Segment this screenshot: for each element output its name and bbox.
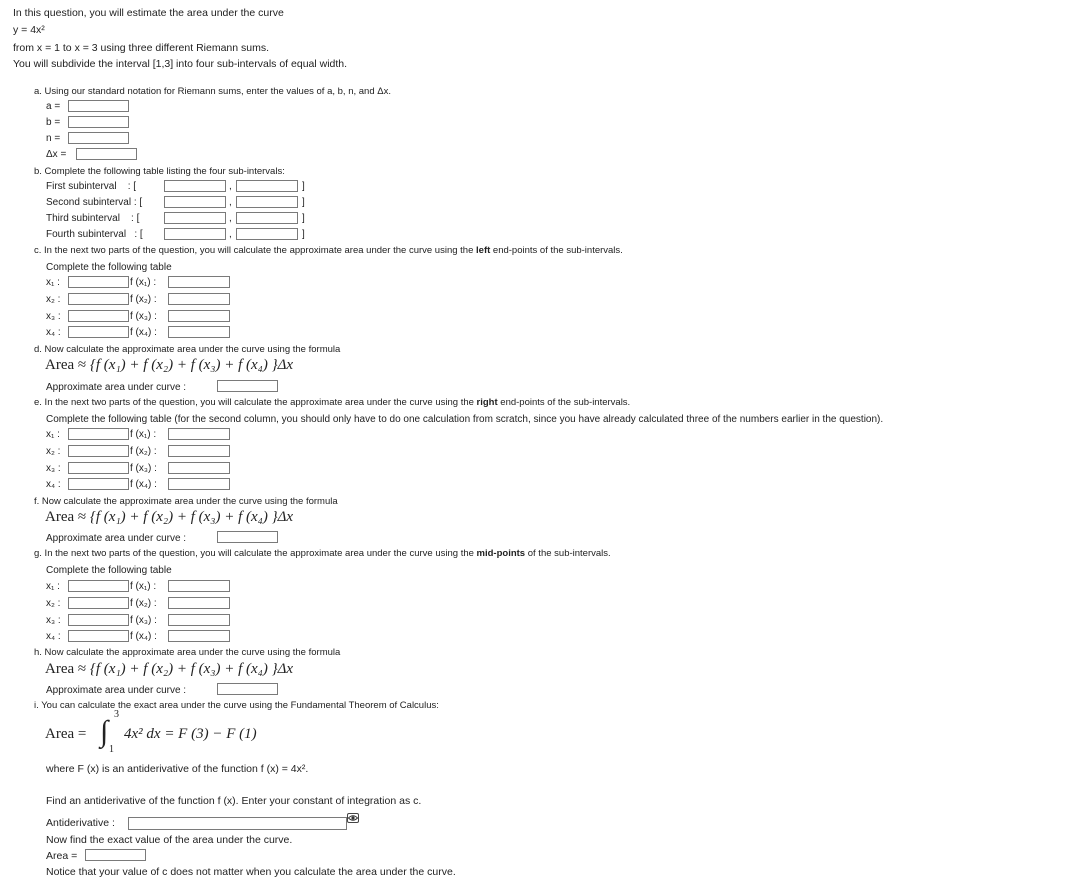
riemann-formula: Area ≈ {f (x₁) + f (x₂) + f (x₃) + f (x₄) }Δx: [45, 661, 294, 677]
fx1-label: f (x₁) :: [130, 429, 157, 440]
x2-label: x₂ :: [46, 446, 61, 457]
riemann-formula: Area ≈ {f (x₁) + f (x₂) + f (x₃) + f (x₄) }Δx: [45, 357, 294, 373]
exact-area-input[interactable]: [85, 849, 146, 861]
x2-label: x₂ :: [46, 294, 61, 305]
left-fx4-input[interactable]: [168, 326, 230, 338]
antiderivative-input[interactable]: [128, 817, 347, 830]
subinterval-4-start[interactable]: [164, 228, 226, 240]
left-x3-input[interactable]: [68, 310, 129, 322]
label-b: b =: [46, 117, 61, 128]
fx3-label: f (x₃) :: [130, 615, 157, 626]
fx4-label: f (x₄) :: [130, 479, 157, 490]
riemann-formula: Area ≈ {f (x₁) + f (x₂) + f (x₃) + f (x₄) }Δx: [45, 509, 294, 525]
mid-x3-input[interactable]: [68, 614, 129, 626]
right-x2-input[interactable]: [68, 445, 129, 457]
part-g-prompt: g. In the next two parts of the question, you will calculate the approximate area under the curve using the mid-points of the sub-intervals.: [34, 548, 611, 559]
x1-label: x₁ :: [46, 277, 60, 288]
subinterval-3-start[interactable]: [164, 212, 226, 224]
right-fx3-input[interactable]: [168, 462, 230, 474]
part-h-prompt: h. Now calculate the approximate area under the curve using the formula: [34, 647, 341, 658]
intro-line-3: from x = 1 to x = 3 using three different Riemann sums.: [13, 42, 270, 54]
part-i-prompt: i. You can calculate the exact area under the curve using the Fundamental Theorem of Calculus:: [34, 700, 439, 711]
fx1-label: f (x₁) :: [130, 581, 157, 592]
subinterval-1-label: First subinterval : [: [46, 181, 137, 192]
integral-expression: 4x² dx = F (3) − F (1): [124, 726, 257, 742]
x3-label: x₃ :: [46, 463, 61, 474]
comma: ,: [229, 197, 232, 208]
subinterval-3-end[interactable]: [236, 212, 298, 224]
part-f-prompt: f. Now calculate the approximate area under the curve using the formula: [34, 496, 338, 507]
comma: ,: [229, 213, 232, 224]
right-area-input[interactable]: [217, 531, 278, 543]
subinterval-4-end[interactable]: [236, 228, 298, 240]
x3-label: x₃ :: [46, 311, 61, 322]
bracket-close: ]: [302, 181, 305, 192]
antiderivative-definition: where F (x) is an antiderivative of the function f (x) = 4x².: [46, 763, 309, 775]
part-a-prompt: a. Using our standard notation for Riemann sums, enter the values of a, b, n, and Δx.: [34, 86, 391, 97]
exact-area-instruction: Now find the exact value of the area under the curve.: [46, 834, 293, 846]
right-fx4-input[interactable]: [168, 478, 230, 490]
right-x1-input[interactable]: [68, 428, 129, 440]
mid-fx3-input[interactable]: [168, 614, 230, 626]
right-fx1-input[interactable]: [168, 428, 230, 440]
subinterval-2-end[interactable]: [236, 196, 298, 208]
label-dx: Δx =: [46, 149, 67, 160]
part-c-prompt: c. In the next two parts of the question, you will calculate the approximate area under the curve using the left end-points of the sub-intervals.: [34, 245, 623, 256]
subinterval-2-start[interactable]: [164, 196, 226, 208]
x4-label: x₄ :: [46, 479, 61, 490]
part-e-prompt: e. In the next two parts of the question, you will calculate the approximate area under the curve using the right end-points of the sub-intervals.: [34, 397, 631, 408]
mid-x2-input[interactable]: [68, 597, 129, 609]
fx4-label: f (x₄) :: [130, 631, 157, 642]
label-a: a =: [46, 101, 61, 112]
part-e-table-title: Complete the following table (for the second column, you should only have to do one calculation from scratch, since you have already calculated three of the numbers earlier in the question).: [46, 414, 884, 425]
left-x2-input[interactable]: [68, 293, 129, 305]
exact-area-label: Area =: [46, 850, 78, 862]
part-b-prompt: b. Complete the following table listing the four sub-intervals:: [34, 166, 285, 177]
left-fx3-input[interactable]: [168, 310, 230, 322]
intro-line-4: You will subdivide the interval [1,3] into four sub-intervals of equal width.: [13, 58, 348, 70]
left-fx2-input[interactable]: [168, 293, 230, 305]
part-d-prompt: d. Now calculate the approximate area under the curve using the formula: [34, 344, 341, 355]
mid-fx4-input[interactable]: [168, 630, 230, 642]
fx2-label: f (x₂) :: [130, 598, 157, 609]
x1-label: x₁ :: [46, 429, 60, 440]
fx2-label: f (x₂) :: [130, 446, 157, 457]
fx1-label: f (x₁) :: [130, 277, 157, 288]
mid-fx1-input[interactable]: [168, 580, 230, 592]
intro-curve: y = 4x²: [13, 24, 45, 36]
preview-eye-button[interactable]: [347, 813, 359, 823]
input-dx[interactable]: [76, 148, 137, 160]
part-g-table-title: Complete the following table: [46, 565, 172, 576]
x4-label: x₄ :: [46, 631, 61, 642]
part-d-answer-label: Approximate area under curve :: [46, 382, 187, 393]
left-x1-input[interactable]: [68, 276, 129, 288]
input-n[interactable]: [68, 132, 129, 144]
comma: ,: [229, 181, 232, 192]
eye-icon: [348, 814, 358, 822]
right-fx2-input[interactable]: [168, 445, 230, 457]
subinterval-1-start[interactable]: [164, 180, 226, 192]
subinterval-3-label: Third subinterval : [: [46, 213, 140, 224]
mid-x4-input[interactable]: [68, 630, 129, 642]
integral-upper-limit: 3: [114, 709, 119, 720]
subinterval-1-end[interactable]: [236, 180, 298, 192]
right-x3-input[interactable]: [68, 462, 129, 474]
input-b[interactable]: [68, 116, 129, 128]
antiderivative-label: Antiderivative :: [46, 817, 115, 829]
label-n: n =: [46, 133, 61, 144]
ftc-area-label: Area =: [45, 726, 87, 742]
bracket-close: ]: [302, 229, 305, 240]
subinterval-4-label: Fourth subinterval : [: [46, 229, 143, 240]
x3-label: x₃ :: [46, 615, 61, 626]
fx3-label: f (x₃) :: [130, 311, 157, 322]
mid-fx2-input[interactable]: [168, 597, 230, 609]
left-area-input[interactable]: [217, 380, 278, 392]
fx4-label: f (x₄) :: [130, 327, 157, 338]
part-c-table-title: Complete the following table: [46, 262, 172, 273]
part-f-answer-label: Approximate area under curve :: [46, 533, 187, 544]
bracket-close: ]: [302, 213, 305, 224]
right-x4-input[interactable]: [68, 478, 129, 490]
integral-sign: ∫: [100, 715, 109, 748]
constant-note: Notice that your value of c does not matter when you calculate the area under the curve.: [46, 866, 456, 878]
left-fx1-input[interactable]: [168, 276, 230, 288]
antiderivative-instructions: Find an antiderivative of the function f (x). Enter your constant of integration as c.: [46, 795, 422, 807]
bracket-close: ]: [302, 197, 305, 208]
fx3-label: f (x₃) :: [130, 463, 157, 474]
x4-label: x₄ :: [46, 327, 61, 338]
integral-lower-limit: 1: [109, 744, 114, 755]
part-h-answer-label: Approximate area under curve :: [46, 685, 187, 696]
x1-label: x₁ :: [46, 581, 60, 592]
mid-area-input[interactable]: [217, 683, 278, 695]
input-a[interactable]: [68, 100, 129, 112]
x2-label: x₂ :: [46, 598, 61, 609]
subinterval-2-label: Second subinterval : [: [46, 197, 143, 208]
left-x4-input[interactable]: [68, 326, 129, 338]
fx2-label: f (x₂) :: [130, 294, 157, 305]
comma: ,: [229, 229, 232, 240]
intro-line-1: In this question, you will estimate the area under the curve: [13, 7, 284, 19]
mid-x1-input[interactable]: [68, 580, 129, 592]
